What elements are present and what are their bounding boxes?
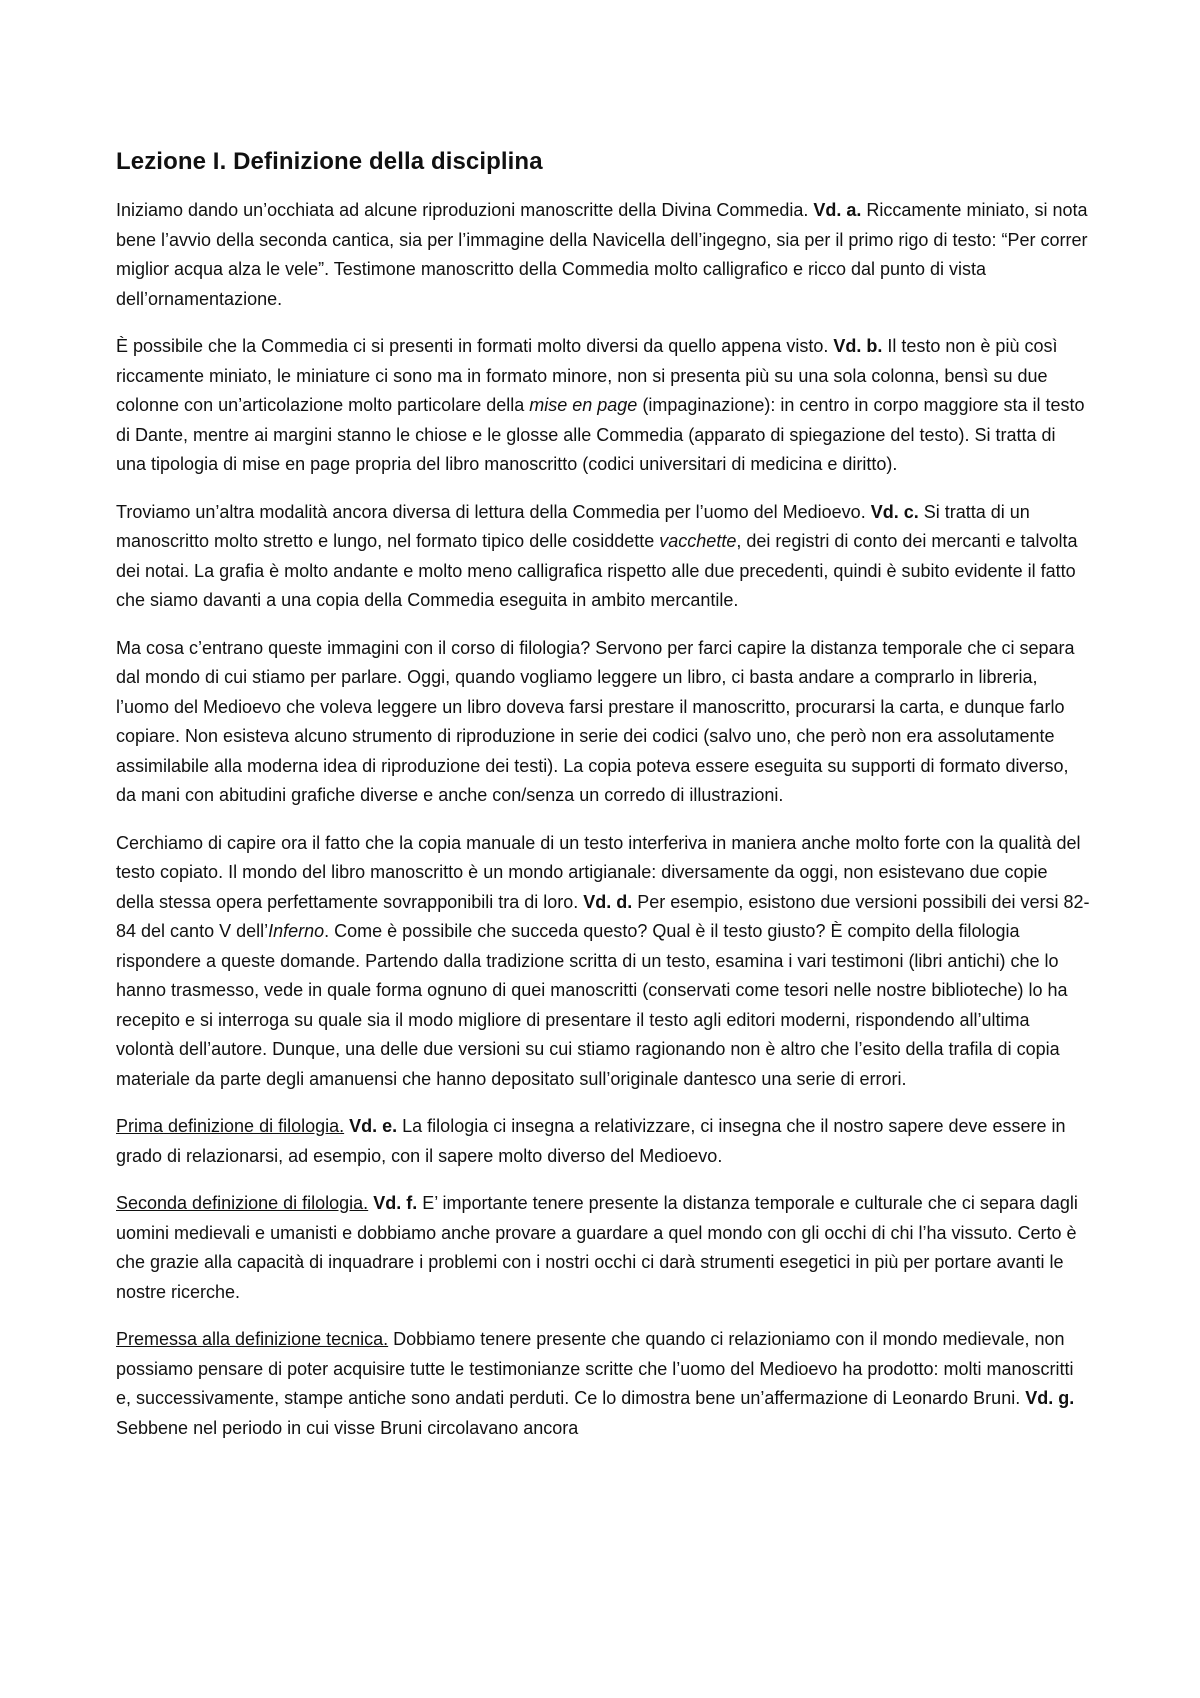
paragraph-2 (116, 332, 1090, 480)
paragraph-8 (116, 1325, 1090, 1443)
paragraph-6 (116, 1112, 1090, 1171)
reference-f: Vd. f. (373, 1193, 418, 1213)
paragraph-1 (116, 196, 1090, 314)
paragraph-2-text-3: (impaginazione): in centro in corpo maggiore sta il testo di Dante, mentre ai margini stanno le chiose e le glosse alle Commedia (apparato di spiegazione del testo). Si tratta di una tipologia di mise en page propria del libro manoscritto (codici universitari di medicina e diritto). (116, 395, 1085, 474)
reference-c: Vd. c. (870, 501, 919, 522)
italic-term-mise-en-page: mise en page (529, 395, 638, 415)
section-label-premessa: Premessa alla definizione tecnica. (116, 1329, 389, 1349)
paragraph-3-text: Troviamo un’altra modalità ancora diversa di lettura della Commedia per l’uomo del Medioevo. (116, 501, 871, 522)
paragraph-1-text-2: Riccamente miniato, si nota bene l’avvio della seconda cantica, sia per l’immagine della Navicella dell’ingegno, sia per il primo rigo di testo: “Per correr miglior acqua alza le vele”. Testimone manoscritto della Commedia molto calligrafico e ricco dal punto di vista dell’ornamentazione. (116, 200, 1088, 309)
section-label-prima-definizione: Prima definizione di filologia. (116, 1116, 345, 1136)
paragraph-4 (116, 634, 1090, 811)
paragraph-7 (116, 1189, 1090, 1307)
reference-d: Vd. d. (583, 891, 633, 912)
paragraph-5-text-3: . Come è possibile che succeda questo? Qual è il testo giusto? È compito della filologia rispondere a queste domande. Partendo dalla tradizione scritta di un testo, esamina i vari testimoni (libri antichi) che lo hanno trasmesso, vede in quale forma ognuno di quei manoscritti (conservati come tesori nelle nostre biblioteche) lo ha recepito e si interroga su quale sia il modo migliore di presentare il testo agli editori moderni, rispondendo all’ultima volontà dell’autore. Dunque, una delle due versioni su cui stiamo ragionando non è altro che l’esito della trafila di copia materiale da parte degli amanuensi che hanno depositato sull’originale dantesco una serie di errori. (116, 921, 1068, 1089)
reference-e: Vd. e. (349, 1116, 398, 1136)
reference-g: Vd. g. (1025, 1388, 1075, 1408)
paragraph-5-text-2: Per esempio, esistono due versioni possibili dei versi 82-84 del canto V dell’ (116, 891, 1090, 941)
paragraph-3 (116, 498, 1090, 616)
paragraph-7-text: E’ importante tenere presente la distanza temporale e culturale che ci separa dagli uomini medievali e umanisti e dobbiamo anche provare a guardare a quel mondo con gli occhi di chi l’ha vissuto. Certo è che grazie alla capacità di inquadrare i problemi con i nostri occhi ci darà strumenti esegetici in più per portare avanti le nostre ricerche. (116, 1193, 1078, 1302)
paragraph-3-text-2: Si tratta di un manoscritto molto stretto e lungo, nel formato tipico delle cosiddette (116, 501, 1030, 551)
italic-term-vacchette: vacchette (659, 531, 737, 551)
section-label-seconda-definizione: Seconda definizione di filologia. (116, 1193, 369, 1213)
paragraph-3-text-3: , dei registri di conto dei mercanti e talvolta dei notai. La grafia è molto andante e molto meno calligrafica rispetto alle due precedenti, quindi è subito evidente il fatto che siamo davanti a una copia della Commedia eseguita in ambito mercantile. (116, 531, 1078, 610)
italic-term-inferno: Inferno (268, 921, 325, 941)
paragraph-1-text: Iniziamo dando un’occhiata ad alcune riproduzioni manoscritte della Divina Commedia. (116, 200, 814, 220)
paragraph-8-text-2: Sebbene nel periodo in cui visse Bruni circolavano ancora (116, 1417, 579, 1438)
paragraph-2-text: È possibile che la Commedia ci si presenti in formati molto diversi da quello appena visto. (116, 336, 834, 356)
paragraph-4-text: Ma cosa c’entrano queste immagini con il corso di filologia? Servono per farci capire la distanza temporale che ci separa dal mondo di cui stiamo per parlare. Oggi, quando vogliamo leggere un libro, ci basta andare a comprarlo in libreria, l’uomo del Medioevo che voleva leggere un libro doveva farsi prestare il manoscritto, procurarsi la carta, e dunque farlo copiare. Non esisteva alcuno strumento di riproduzione in serie dei codici (salvo uno, che però non era assolutamente assimilabile alla moderna idea di riproduzione dei testi). La copia poteva essere eseguita su supporti di formato diverso, da mani con abitudini grafiche diverse e anche con/senza un corredo di illustrazioni. (116, 637, 1075, 805)
lesson-title: Lezione I. Definizione della disciplina (116, 148, 543, 175)
paragraph-5 (116, 829, 1090, 1095)
paragraph-5-text: Cerchiamo di capire ora il fatto che la copia manuale di un testo interferiva in maniera anche molto forte con la qualità del testo copiato. Il mondo del libro manoscritto è un mondo artigianale: diversamente da oggi, non esistevano due copie della stessa opera perfettamente sovrapponibili tra di loro. (116, 832, 1081, 912)
reference-a: Vd. a. (813, 200, 862, 220)
paragraph-8-text: Dobbiamo tenere presente che quando ci relazioniamo con il mondo medievale, non possiamo pensare di poter acquisire tutte le testimonianze scritte che l’uomo del Medioevo ha prodotto: molti manoscritti e, successivamente, stampe antiche sono andati perduti. Ce lo dimostra bene un’affermazione di Leonardo Bruni. (116, 1329, 1074, 1408)
reference-b: Vd. b. (833, 336, 883, 356)
paragraph-2-text-2: Il testo non è più così riccamente miniato, le miniature ci sono ma in formato minore, non si presenta più su una sola colonna, bensì su due colonne con un’articolazione molto particolare della (116, 336, 1058, 415)
paragraph-6-text: La filologia ci insegna a relativizzare, ci insegna che il nostro sapere deve essere in grado di relazionarsi, ad esempio, con il sapere molto diverso del Medioevo. (116, 1116, 1066, 1166)
